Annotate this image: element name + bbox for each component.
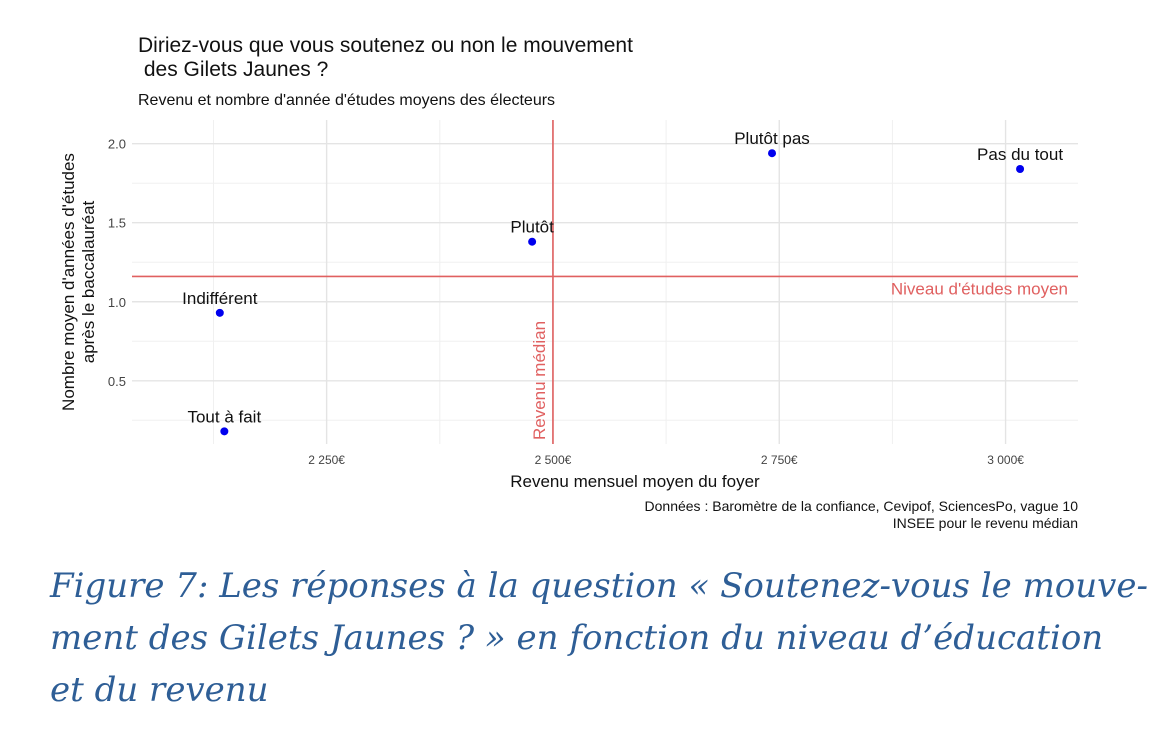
- mean-education-label: Niveau d'études moyen: [890, 279, 1068, 299]
- data-point: [528, 238, 536, 246]
- point-label: Pas du tout: [977, 144, 1064, 164]
- x-tick-label: 2 500€: [534, 453, 572, 467]
- x-tick-label: 3 000€: [987, 453, 1024, 467]
- figure-caption: [50, 560, 1148, 716]
- point-label: Plutôt pas: [734, 129, 810, 149]
- data-point: [216, 309, 224, 317]
- y-tick-label: 2.0: [107, 136, 126, 152]
- y-tick-label: 0.5: [107, 373, 126, 389]
- chart-area: [48, 24, 1084, 540]
- x-tick-label: 2 250€: [308, 453, 345, 467]
- chart-subtitle: Revenu et nombre d'année d'études moyens des électeurs: [138, 92, 556, 109]
- point-label: Indifférent: [182, 288, 258, 308]
- source-note: [645, 498, 1078, 532]
- point-label: Tout à fait: [187, 407, 262, 427]
- y-axis-title-line-2: après le baccalauréat: [79, 200, 98, 364]
- data-point: [220, 427, 228, 435]
- source-line-2: INSEE pour le revenu médian: [892, 515, 1078, 531]
- caption-line-3: et du revenu: [50, 670, 269, 710]
- y-tick-label: 1.5: [107, 215, 126, 231]
- source-line-1: Données : Baromètre de la confiance, Cevipof, SciencesPo, vague 10: [644, 498, 1078, 514]
- point-label: Plutôt: [510, 217, 554, 237]
- data-point: [1016, 165, 1024, 173]
- y-tick-label: 1.0: [107, 294, 126, 310]
- chart-plot: [48, 24, 1084, 540]
- x-axis-title: Revenu mensuel moyen du foyer: [510, 472, 760, 491]
- caption-line-1: Figure 7: Les réponses à la question « Soutenez-vous le mouve-: [50, 566, 1148, 606]
- x-tick-label: 2 750€: [760, 453, 798, 467]
- data-point: [768, 149, 776, 157]
- median-income-label: Revenu médian: [529, 320, 549, 440]
- caption-line-2: ment des Gilets Jaunes ? » en fonction du niveau d’éducation: [50, 618, 1104, 658]
- y-axis-title-line-1: Nombre moyen d'années d'études: [59, 153, 78, 411]
- chart-title: Diriez-vous que vous soutenez ou non le mouvement des Gilets Jaunes ?: [138, 34, 633, 81]
